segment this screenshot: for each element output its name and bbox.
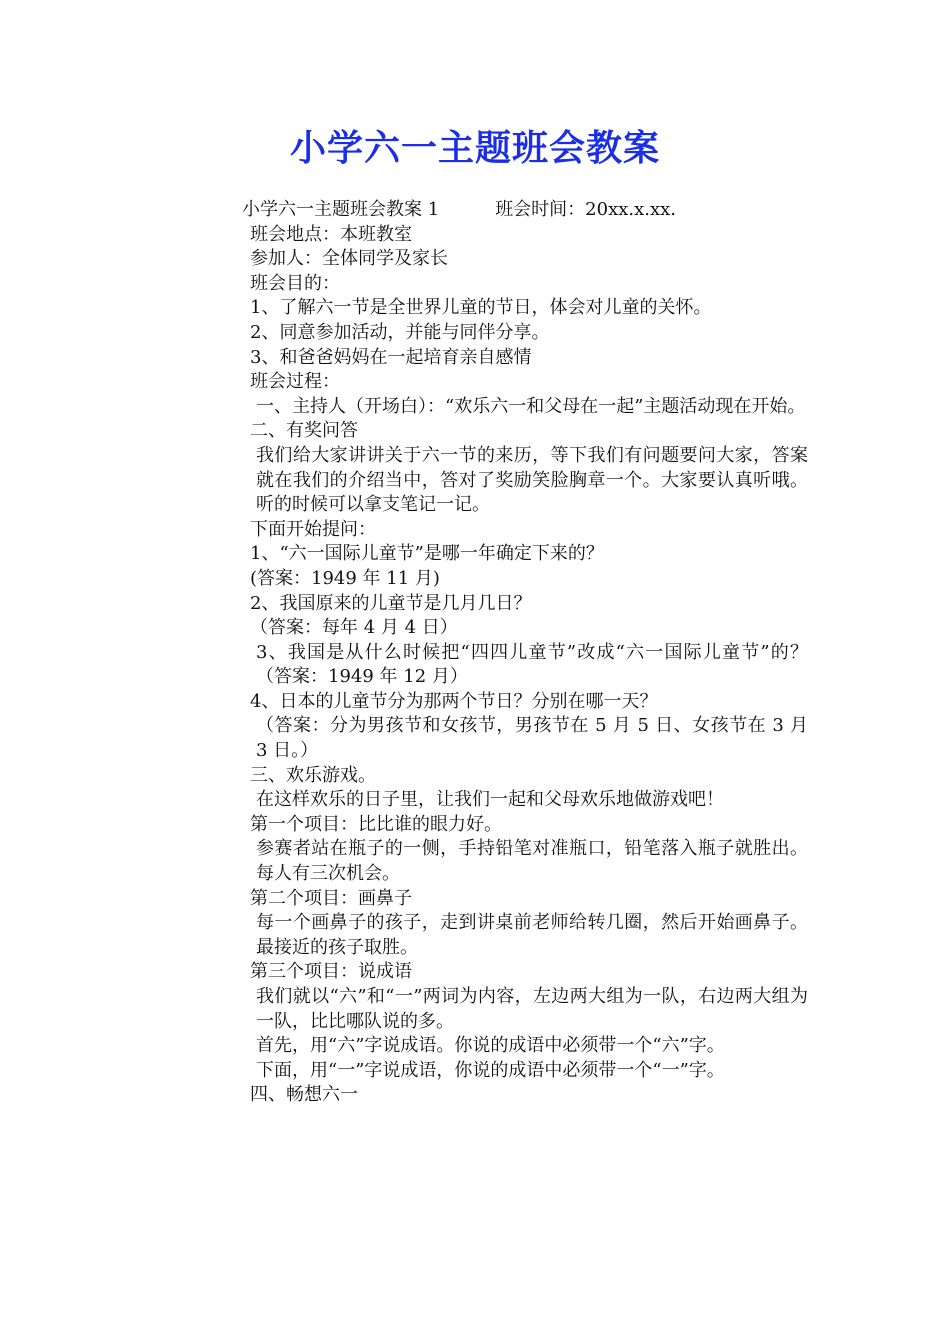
paragraph: 2、同意参加活动，并能与同伴分享。 — [250, 321, 550, 343]
paragraph: （答案：分为男孩节和女孩节，男孩节在 5 月 5 日、女孩节在 3 月 3 日。） — [256, 715, 808, 762]
paragraph: 2、我国原来的儿童节是几月几日？ — [250, 592, 532, 614]
paragraph: 参加人：全体同学及家长 — [250, 248, 448, 270]
paragraph: 参赛者站在瓶子的一侧，手持铅笔对准瓶口，铅笔落入瓶子就胜出。每人有三次机会。 — [256, 838, 808, 885]
document-body — [146, 198, 808, 1108]
paragraph: 3、我国是从什么时候把“四四儿童节”改成“六一国际儿童节”的？（答案：1949 年 12 月） — [256, 641, 808, 688]
paragraph: 班会过程： — [250, 371, 340, 393]
paragraph: 3、和爸爸妈妈在一起培育亲自感情 — [250, 346, 532, 368]
paragraph: 首先，用“六”字说成语。你说的成语中必须带一个“六”字。 — [256, 1035, 725, 1057]
paragraph: 班会目的： — [250, 272, 340, 294]
paragraph: 第二个项目：画鼻子 — [250, 887, 412, 909]
paragraph: 我们就以“六”和“一”两词为内容，左边两大组为一队，右边两大组为一队，比比哪队说的多。 — [256, 986, 808, 1032]
paragraph: 在这样欢乐的日子里，让我们一起和父母欢乐地做游戏吧！ — [256, 789, 724, 811]
paragraph: 下面开始提问： — [250, 518, 376, 540]
paragraph: (答案：1949 年 11 月) — [250, 567, 440, 589]
paragraph: 三、欢乐游戏。 — [250, 764, 376, 786]
paragraph: 第一个项目：比比谁的眼力好。 — [250, 813, 502, 835]
paragraph: 二、有奖问答 — [250, 420, 358, 442]
paragraph: 班会地点：本班教室 — [250, 223, 412, 245]
paragraph: 每一个画鼻子的孩子，走到讲桌前老师给转几圈，然后开始画鼻子。最接近的孩子取胜。 — [256, 912, 808, 958]
paragraph: 四、畅想六一 — [250, 1084, 358, 1106]
paragraph: 我们给大家讲讲关于六一节的来历，等下我们有问题要问大家，答案就在我们的介绍当中，答对了奖励笑脸胸章一个。大家要认真听哦。听的时候可以拿支笔记一记。 — [256, 444, 808, 516]
header-line — [146, 198, 808, 223]
paragraph: 一、主持人（开场白）：“欢乐六一和父母在一起”主题活动现在开始。 — [256, 395, 806, 417]
paragraph: （答案：每年 4 月 4 日） — [250, 617, 458, 639]
paragraph: 1、了解六一节是全世界儿童的节日，体会对儿童的关怀。 — [250, 297, 712, 319]
document-title: 小学六一主题班会教案 — [289, 127, 660, 169]
lesson-plan-heading: 小学六一主题班会教案 1 — [242, 199, 440, 220]
paragraph: 4、日本的儿童节分为那两个节日？分别在哪一天？ — [250, 690, 658, 712]
paragraph: 第三个项目：说成语 — [250, 961, 412, 983]
meeting-time: 班会时间：20xx.x.xx. — [495, 199, 677, 220]
paragraph: 1、“六一国际儿童节”是哪一年确定下来的？ — [250, 543, 604, 565]
paragraph: 下面，用“一”字说成语，你说的成语中必须带一个“一”字。 — [256, 1059, 725, 1081]
